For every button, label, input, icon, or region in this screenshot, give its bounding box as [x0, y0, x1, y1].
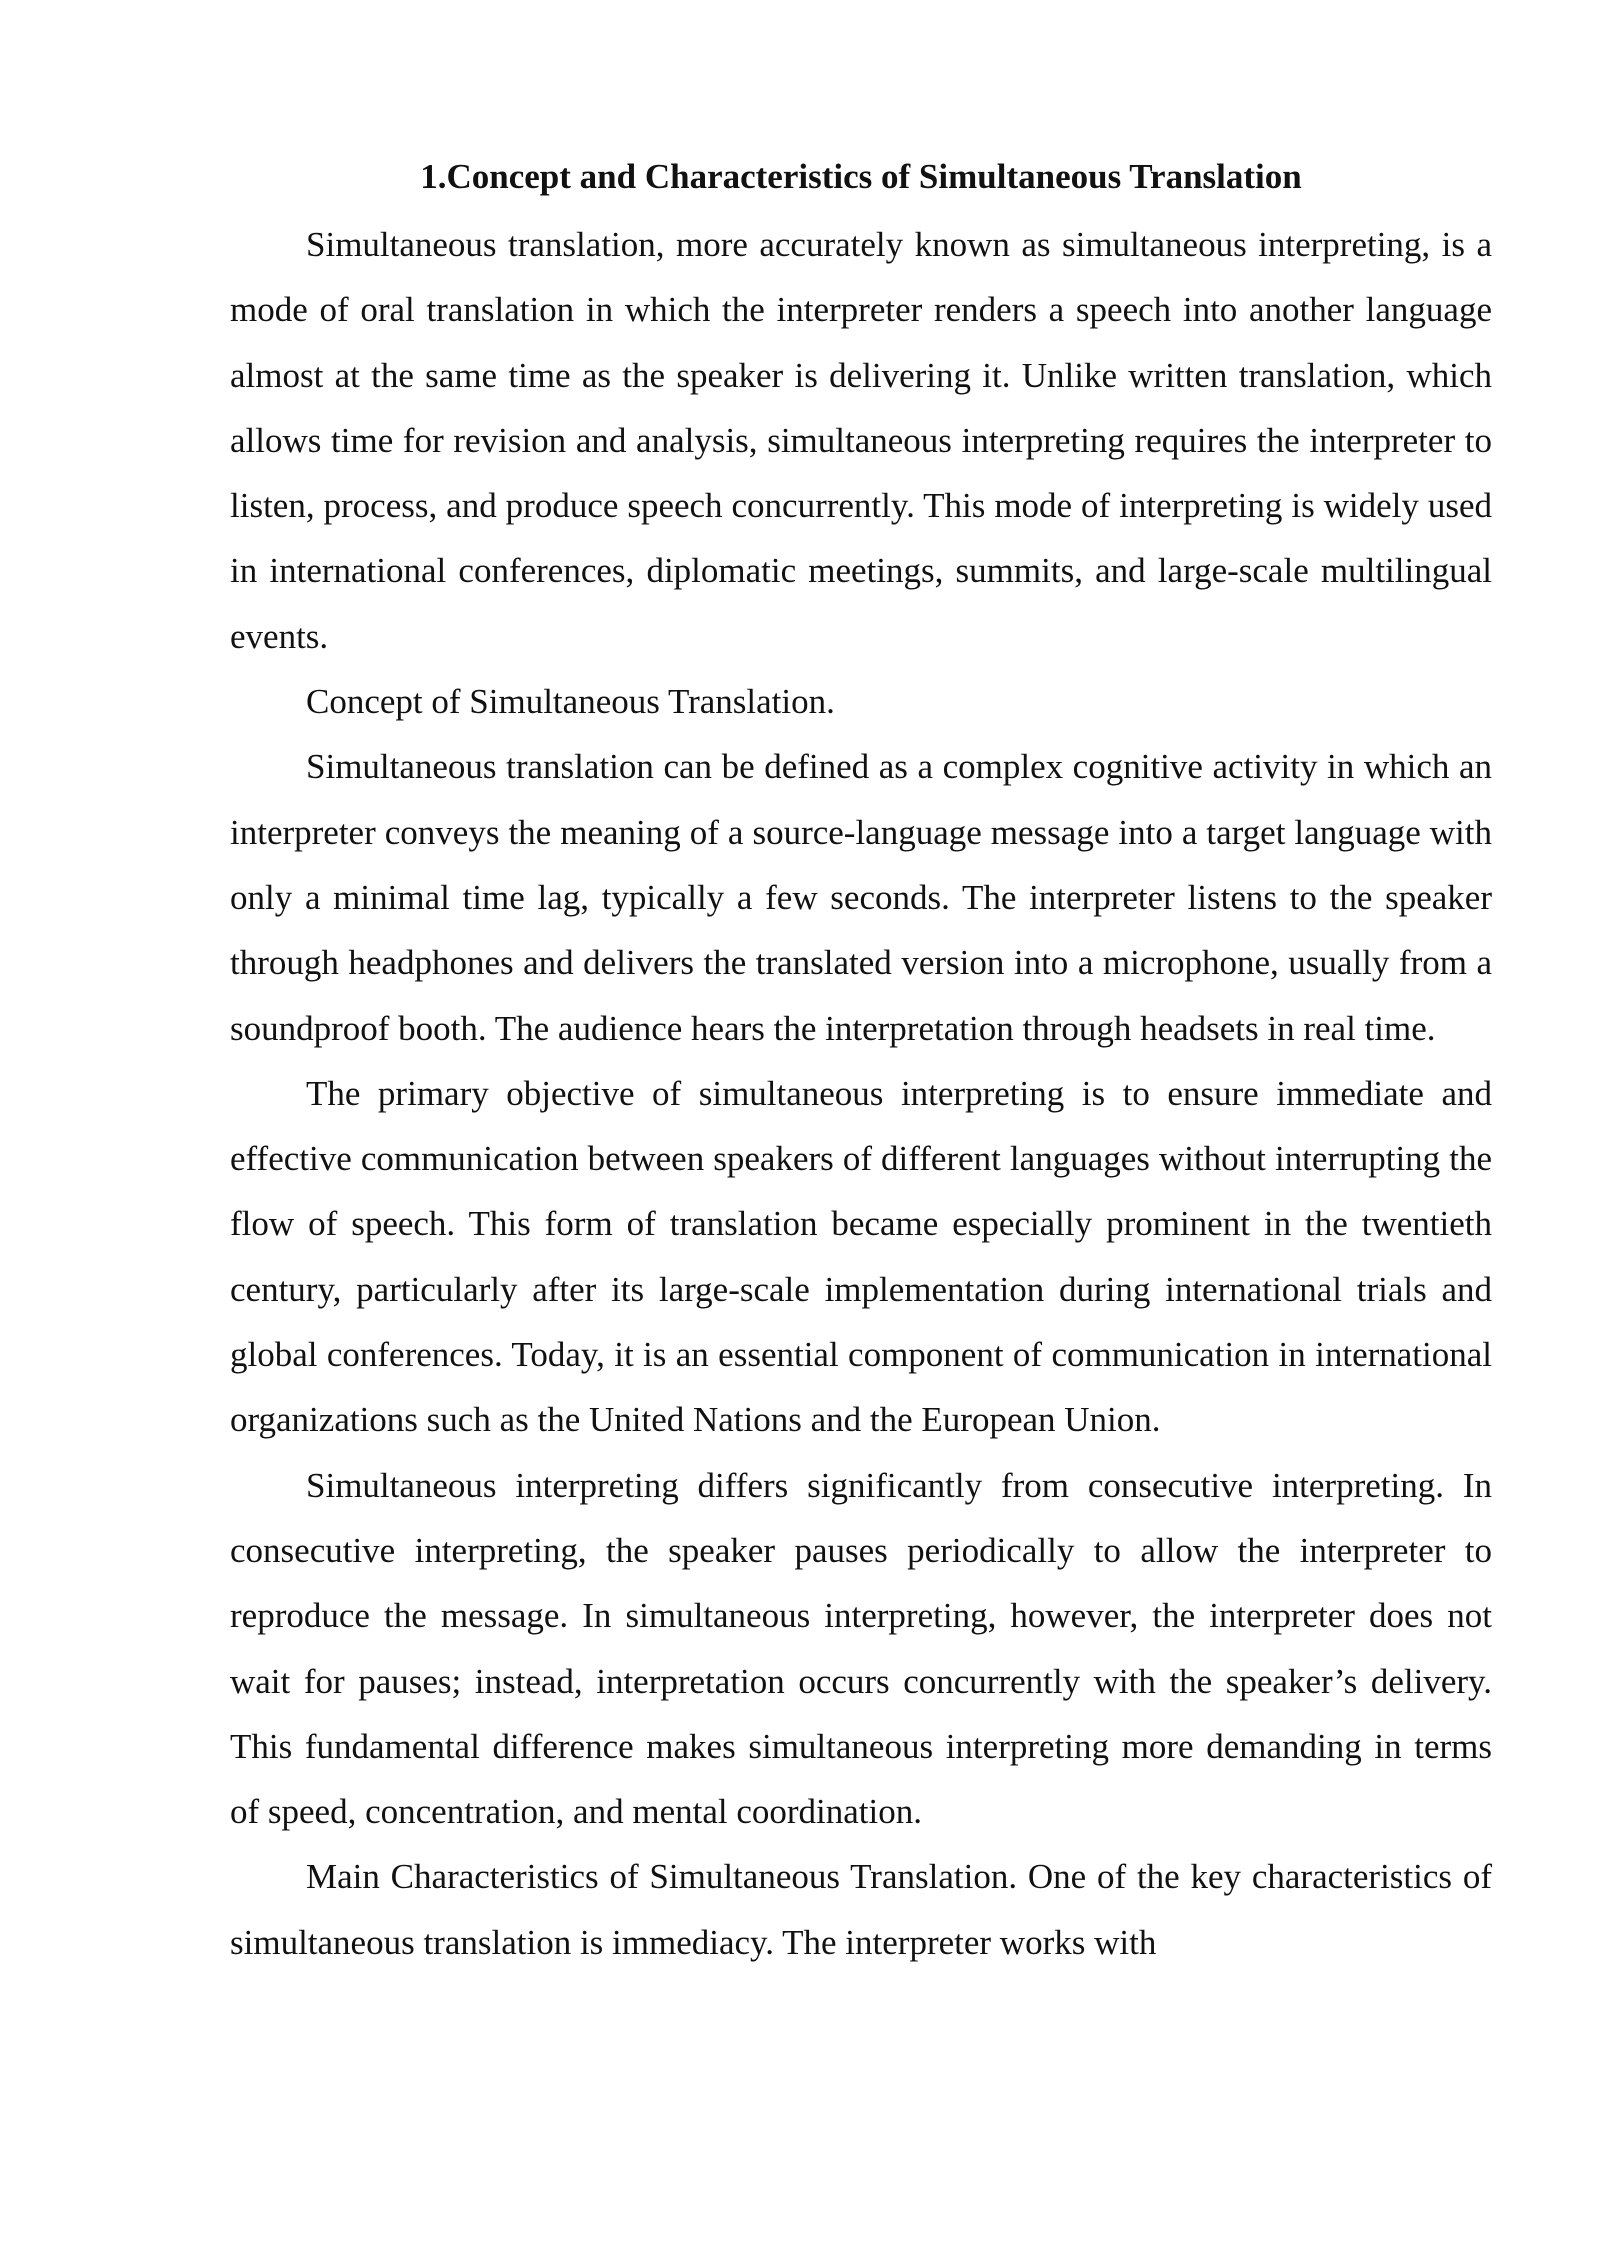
document-page — [230, 150, 1492, 1975]
paragraph-characteristics: Main Characteristics of Simultaneous Translation. One of the key characteristics of simultaneous translation is immediacy. The interpreter works with — [230, 1857, 1492, 1962]
document-title: 1.Concept and Characteristics of Simultaneous Translation — [420, 157, 1302, 196]
paragraph-intro: Simultaneous translation, more accurately known as simultaneous interpreting, is a mode of oral translation in which the interpreter renders a speech into another language almost at the same time as the speaker is delivering it. Unlike written translation, which allows time for revision and analysis, simultaneous interpreting requires the interpreter to listen, process, and produce speech concurrently. This mode of interpreting is widely used in international conferences, diplomatic meetings, summits, and large-scale multilingual events. — [230, 225, 1492, 656]
paragraph-definition: Simultaneous translation can be defined as a complex cognitive activity in which an interpreter conveys the meaning of a source-language message into a target language with only a minimal time lag, typically a few seconds. The interpreter listens to the speaker through headphones and delivers the translated version into a microphone, usually from a soundproof booth. The audience hears the interpretation through headsets in real time. — [230, 747, 1492, 1048]
paragraph-concept-heading: Concept of Simultaneous Translation. — [306, 682, 835, 722]
paragraph-objective: The primary objective of simultaneous interpreting is to ensure immediate and effective communication between speakers of different languages without interrupting the flow of speech. This form of translation became especially prominent in the twentieth century, particularly after its large-scale implementation during international trials and global conferences. Today, it is an essential component of communication in international organizations such as the United Nations and the European Union. — [230, 1073, 1492, 1440]
paragraph-comparison: Simultaneous interpreting differs significantly from consecutive interpreting. In consecutive interpreting, the speaker pauses periodically to allow the interpreter to reproduce the message. In simultaneous interpreting, however, the interpreter does not wait for pauses; instead, interpretation occurs concurrently with the speaker’s delivery. This fundamental difference makes simultaneous interpreting more demanding in terms of speed, concentration, and mental coordination. — [230, 1465, 1492, 1832]
